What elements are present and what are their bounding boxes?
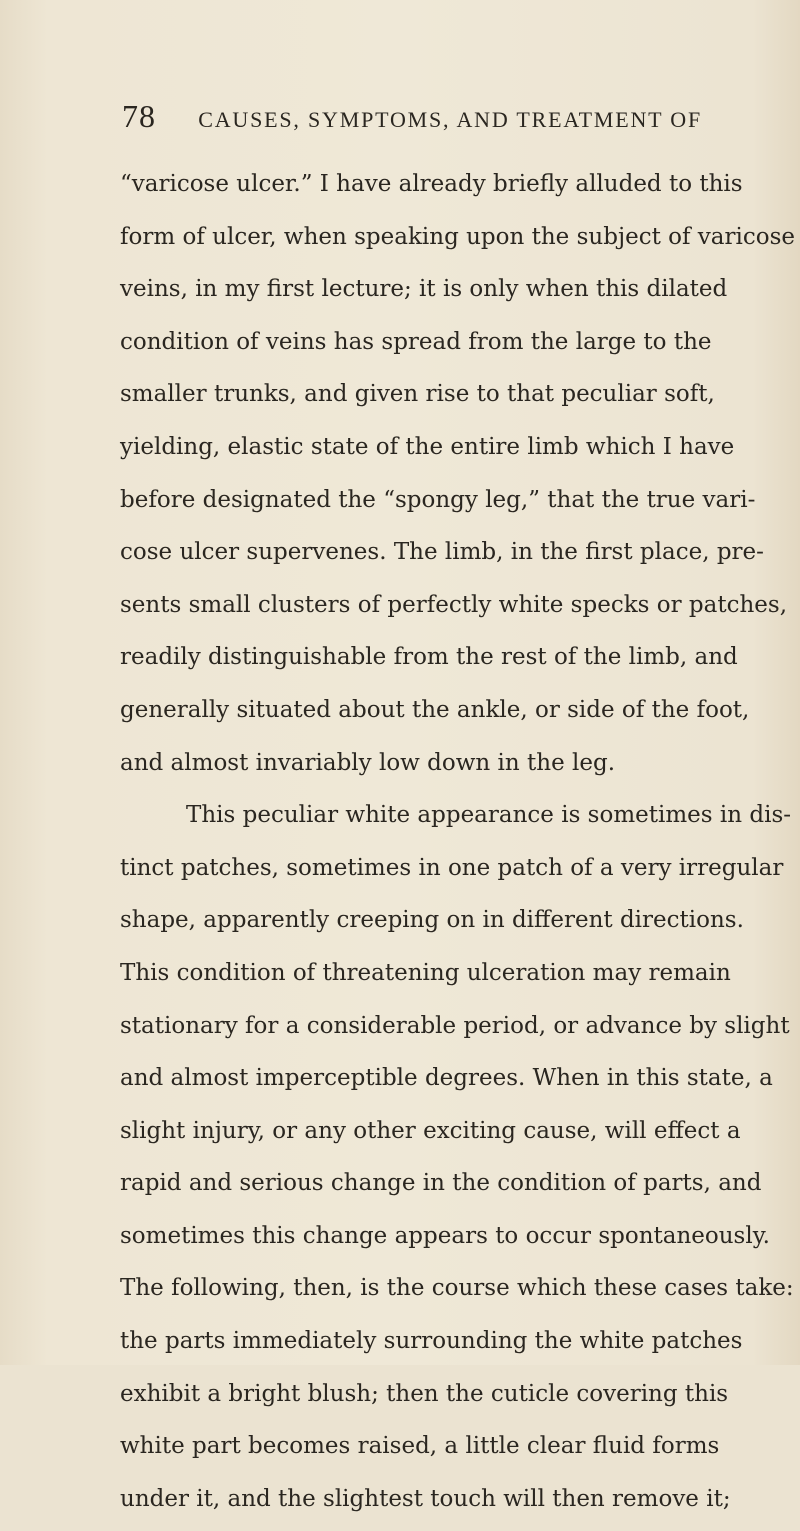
text-line: and almost invariably low down in the leg. xyxy=(120,749,616,776)
text-line: sents small clusters of perfectly white specks or patches, xyxy=(120,591,787,618)
text-line: form of ulcer, when speaking upon the subject of varicose xyxy=(120,223,795,250)
running-title: CAUSES, SYMPTOMS, AND TREATMENT OF xyxy=(198,107,702,132)
page-number: 78 xyxy=(122,98,156,134)
text-line: under it, and the slightest touch will then remove it; xyxy=(120,1485,731,1512)
text-line: slight injury, or any other exciting cause, will effect a xyxy=(120,1117,741,1144)
body-text xyxy=(120,164,795,1531)
text-line: readily distinguishable from the rest of the limb, and xyxy=(120,644,738,671)
text-line: tinct patches, sometimes in one patch of a very irregular xyxy=(120,854,784,881)
text-line: white part becomes raised, a little clear fluid forms xyxy=(120,1433,720,1460)
text-line: stationary for a considerable period, or advance by slight xyxy=(120,1012,790,1039)
text-line: rapid and serious change in the condition of parts, and xyxy=(120,1170,762,1197)
text-line: shape, apparently creeping on in different directions. xyxy=(120,907,744,934)
text-line: veins, in my first lecture; it is only when this dilated xyxy=(120,276,728,303)
text-line: yielding, elastic state of the entire limb which I have xyxy=(120,433,735,460)
running-head xyxy=(122,98,702,138)
text-line: smaller trunks, and given rise to that peculiar soft, xyxy=(120,381,715,408)
text-line: the parts immediately surrounding the white patches xyxy=(120,1328,743,1355)
text-line: and almost imperceptible degrees. When in this state, a xyxy=(120,1065,773,1092)
text-line: generally situated about the ankle, or side of the foot, xyxy=(120,696,750,723)
text-line: sometimes this change appears to occur spontaneously. xyxy=(120,1222,770,1249)
text-line: condition of veins has spread from the large to the xyxy=(120,328,712,355)
text-line: This peculiar white appearance is sometimes in dis- xyxy=(186,802,792,829)
text-line: exhibit a bright blush; then the cuticle covering this xyxy=(120,1380,729,1407)
text-line: before designated the “spongy leg,” that the true vari- xyxy=(120,486,756,513)
text-line: cose ulcer supervenes. The limb, in the first place, pre- xyxy=(120,539,764,566)
text-line: “varicose ulcer.” I have already briefly alluded to this xyxy=(120,171,743,197)
text-line: This condition of threatening ulceration may remain xyxy=(120,959,731,986)
text-line: The following, then, is the course which these cases take: xyxy=(120,1275,794,1302)
